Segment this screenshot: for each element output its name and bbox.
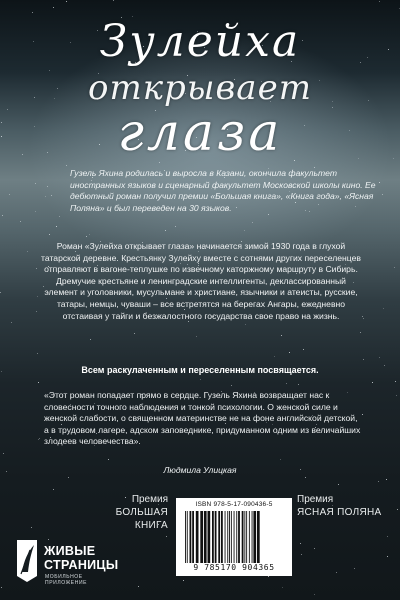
barcode-bar xyxy=(192,511,194,563)
prize-yasnaya-polyana xyxy=(297,493,387,519)
star xyxy=(113,0,114,1)
star xyxy=(268,576,269,577)
star xyxy=(45,196,46,197)
barcode-bar xyxy=(212,511,214,563)
star xyxy=(300,543,301,544)
star xyxy=(395,381,396,382)
star xyxy=(51,195,52,196)
title-line-3: глаза xyxy=(117,103,283,163)
star xyxy=(66,1,67,2)
star xyxy=(31,527,32,528)
star xyxy=(383,308,384,309)
star xyxy=(360,332,361,333)
barcode-bar xyxy=(229,511,230,563)
star xyxy=(386,479,387,480)
barcode-bar xyxy=(242,511,244,563)
star xyxy=(9,194,10,195)
prize-label: Премия xyxy=(131,494,168,505)
barcode xyxy=(176,498,292,576)
star xyxy=(362,414,363,415)
publisher-logo xyxy=(14,538,124,588)
star xyxy=(2,215,3,216)
barcode-bar xyxy=(190,511,192,563)
star xyxy=(39,438,40,439)
barcode-bar xyxy=(234,511,235,563)
review-quote: «Этот роман попадает прямо в сердце. Гузель Яхина возвращает нас к словесности точного наблюдения и тонкой психологии. О женской силе и женской слабости, о священном материнстве не на фоне английской детской, а в трудовом лагере, адском заповеднике, придуманном одним из величайших злодеев человечества». xyxy=(44,390,361,447)
star xyxy=(86,236,87,237)
star xyxy=(281,335,282,336)
star xyxy=(0,292,1,293)
feather-quill-icon xyxy=(14,538,40,584)
star xyxy=(3,453,4,454)
barcode-bar xyxy=(204,511,207,563)
star xyxy=(362,316,363,317)
barcode-bar xyxy=(185,511,186,563)
star xyxy=(49,234,50,235)
prize-name: БОЛЬШАЯ КНИГА xyxy=(115,507,168,531)
star xyxy=(166,536,167,537)
barcode-bar xyxy=(249,511,250,563)
title-line-2: открывает xyxy=(88,68,312,108)
barcode-bar xyxy=(187,511,188,563)
star xyxy=(397,509,398,510)
star xyxy=(274,356,275,357)
star xyxy=(379,1,380,2)
prize-label: Премия xyxy=(297,494,334,505)
barcode-bar xyxy=(227,511,228,563)
star xyxy=(303,349,304,350)
star xyxy=(231,385,232,386)
star xyxy=(183,580,184,581)
star xyxy=(387,536,388,537)
star xyxy=(165,230,166,231)
star xyxy=(175,226,176,227)
star xyxy=(38,439,39,440)
prize-bolshaya-kniga xyxy=(88,493,168,532)
star xyxy=(36,311,37,312)
star xyxy=(32,12,33,13)
star xyxy=(36,268,37,269)
star xyxy=(108,459,109,460)
barcode-bar xyxy=(218,511,220,563)
star xyxy=(305,477,306,478)
star xyxy=(286,383,287,384)
barcode-bar xyxy=(253,511,256,563)
star xyxy=(314,594,315,595)
star xyxy=(59,216,60,217)
star xyxy=(280,459,281,460)
logo-text-line-2: СТРАНИЦЫ xyxy=(44,558,119,572)
star xyxy=(245,324,246,325)
barcode-bar xyxy=(196,511,199,563)
barcode-bar xyxy=(200,511,203,563)
barcode-bar xyxy=(231,511,232,563)
dedication: Всем раскулаченным и переселенным посвящается. xyxy=(81,365,319,375)
star xyxy=(53,7,54,8)
prize-name: ЯСНАЯ ПОЛЯНА xyxy=(297,507,382,518)
barcode-bar xyxy=(252,511,253,563)
star xyxy=(382,194,383,195)
star xyxy=(298,384,299,385)
star xyxy=(301,554,302,555)
star xyxy=(66,165,67,166)
star xyxy=(11,322,12,323)
star xyxy=(363,318,364,319)
star xyxy=(38,382,39,383)
star xyxy=(89,234,90,235)
star xyxy=(336,572,337,573)
barcode-bar xyxy=(208,511,211,563)
barcode-bar xyxy=(244,511,245,563)
star xyxy=(20,221,21,222)
logo-tagline: МОБИЛЬНОЕ ПРИЛОЖЕНИЕ xyxy=(45,574,88,586)
star xyxy=(244,230,245,231)
isbn-text: ISBN 978-5-17-090436-5 xyxy=(195,501,273,508)
barcode-bar xyxy=(236,511,237,563)
logo-text-line-1: ЖИВЫЕ xyxy=(44,544,96,558)
title-line-1: Зулейха xyxy=(99,16,301,67)
star xyxy=(282,587,283,588)
star xyxy=(354,568,355,569)
book-synopsis: Роман «Зулейха открывает глаза» начинается зимой 1930 года в глухой татарской деревне. Крестьянку Зулейху вместе с сотнями других переселенцев отправляют в вагоне-теплушке по извечному каторжному маршруту в Сибирь. Дремучие крестьяне и ленинградские интеллигенты, деклассированный элемент и уголовники, мусульмане и христиане, язычники и атеисты, русские, татары, немцы, чуваши – все встретятся на берегах Ангары, ежедневно отстаивая у тайги и безжалостного государства свое право на жизнь. xyxy=(41,241,361,321)
star xyxy=(363,359,364,360)
star xyxy=(338,484,339,485)
star xyxy=(314,548,315,549)
star xyxy=(396,395,397,396)
star xyxy=(394,267,395,268)
star xyxy=(1,587,2,588)
barcode-bar xyxy=(238,511,240,563)
star xyxy=(68,477,69,478)
star xyxy=(134,333,135,334)
star xyxy=(53,489,54,490)
star xyxy=(379,357,380,358)
barcode-bar xyxy=(221,511,223,563)
author-bio: Гузель Яхина родилась и выросла в Казани, окончила факультет иностранных языков и сценарный факультет Московской школы кино. Ее дебютный роман получил премии «Большая книга», «Книга года», «Ясная Поляна» и был переведен на 30 языков. xyxy=(70,168,376,213)
barcode-bars xyxy=(184,511,284,563)
star xyxy=(90,339,91,340)
star xyxy=(387,556,388,557)
star xyxy=(138,586,139,587)
star xyxy=(35,211,36,212)
star xyxy=(56,226,57,227)
star xyxy=(47,186,48,187)
star xyxy=(27,251,28,252)
star xyxy=(252,222,253,223)
barcode-bar xyxy=(246,511,247,563)
star xyxy=(37,296,38,297)
star xyxy=(372,382,373,383)
barcode-bar xyxy=(215,511,217,563)
star xyxy=(37,353,38,354)
star xyxy=(378,481,379,482)
star xyxy=(35,183,36,184)
star xyxy=(200,379,201,380)
barcode-number: 9 785170 904365 xyxy=(193,563,275,572)
star xyxy=(196,336,197,337)
review-quote-author: Людмила Улицкая xyxy=(163,465,237,475)
barcode-bar xyxy=(257,511,260,563)
star xyxy=(289,352,290,353)
barcode-bar xyxy=(225,511,226,563)
